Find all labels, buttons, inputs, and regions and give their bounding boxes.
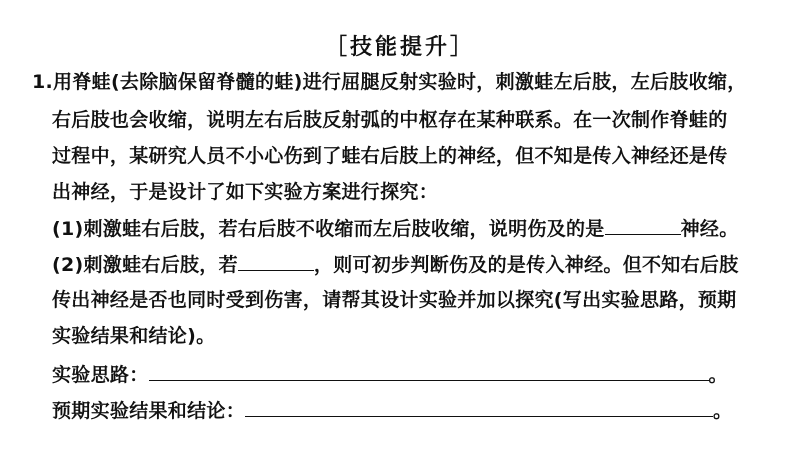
section-heading: ［技能提升］ bbox=[324, 35, 475, 60]
question-line-3: 过程中，某研究人员不小心伤到了蛙右后肢上的神经，但不知是传入神经还是传 bbox=[52, 145, 728, 167]
expected-result-blank[interactable] bbox=[245, 398, 713, 417]
subquestion-2-line-3: 实验结果和结论)。 bbox=[52, 325, 216, 347]
expected-result-row bbox=[52, 398, 732, 423]
subquestion-2-suffix: ，则可初步判断伤及的是传入神经。但不知右后肢 bbox=[313, 254, 739, 276]
subquestion-2-line-2: 传出神经是否也同时受到伤害，请帮其设计实验并加以探究(写出实验思路，预期 bbox=[52, 289, 737, 311]
question-line-4: 出神经，于是设计了如下实验方案进行探究： bbox=[52, 181, 439, 203]
question-line-1: 1.用脊蛙(去除脑保留脊髓的蛙)进行屈腿反射实验时，刺激蛙左后肢，左后肢收缩， bbox=[32, 71, 747, 93]
answer-blank-2[interactable] bbox=[238, 252, 314, 271]
subquestion-1 bbox=[52, 216, 739, 241]
subquestion-1-prefix: (1)刺激蛙右后肢，若右后肢不收缩而左后肢收缩，说明伤及的是 bbox=[52, 218, 605, 240]
subquestion-2 bbox=[52, 252, 739, 277]
question-line-2: 右后肢也会收缩，说明左右后肢反射弧的中枢存在某种联系。在一次制作脊蛙的 bbox=[52, 109, 728, 131]
experiment-idea-row bbox=[52, 362, 728, 387]
experiment-idea-blank[interactable] bbox=[149, 362, 709, 381]
subquestion-1-suffix: 神经。 bbox=[680, 218, 739, 240]
experiment-idea-label: 实验思路： bbox=[52, 364, 149, 386]
expected-result-label: 预期实验结果和结论： bbox=[52, 400, 246, 422]
answer-blank-1[interactable] bbox=[605, 216, 681, 235]
experiment-idea-end: 。 bbox=[708, 364, 728, 386]
subquestion-2-prefix: (2)刺激蛙右后肢，若 bbox=[52, 254, 238, 276]
expected-result-end: 。 bbox=[713, 400, 733, 422]
